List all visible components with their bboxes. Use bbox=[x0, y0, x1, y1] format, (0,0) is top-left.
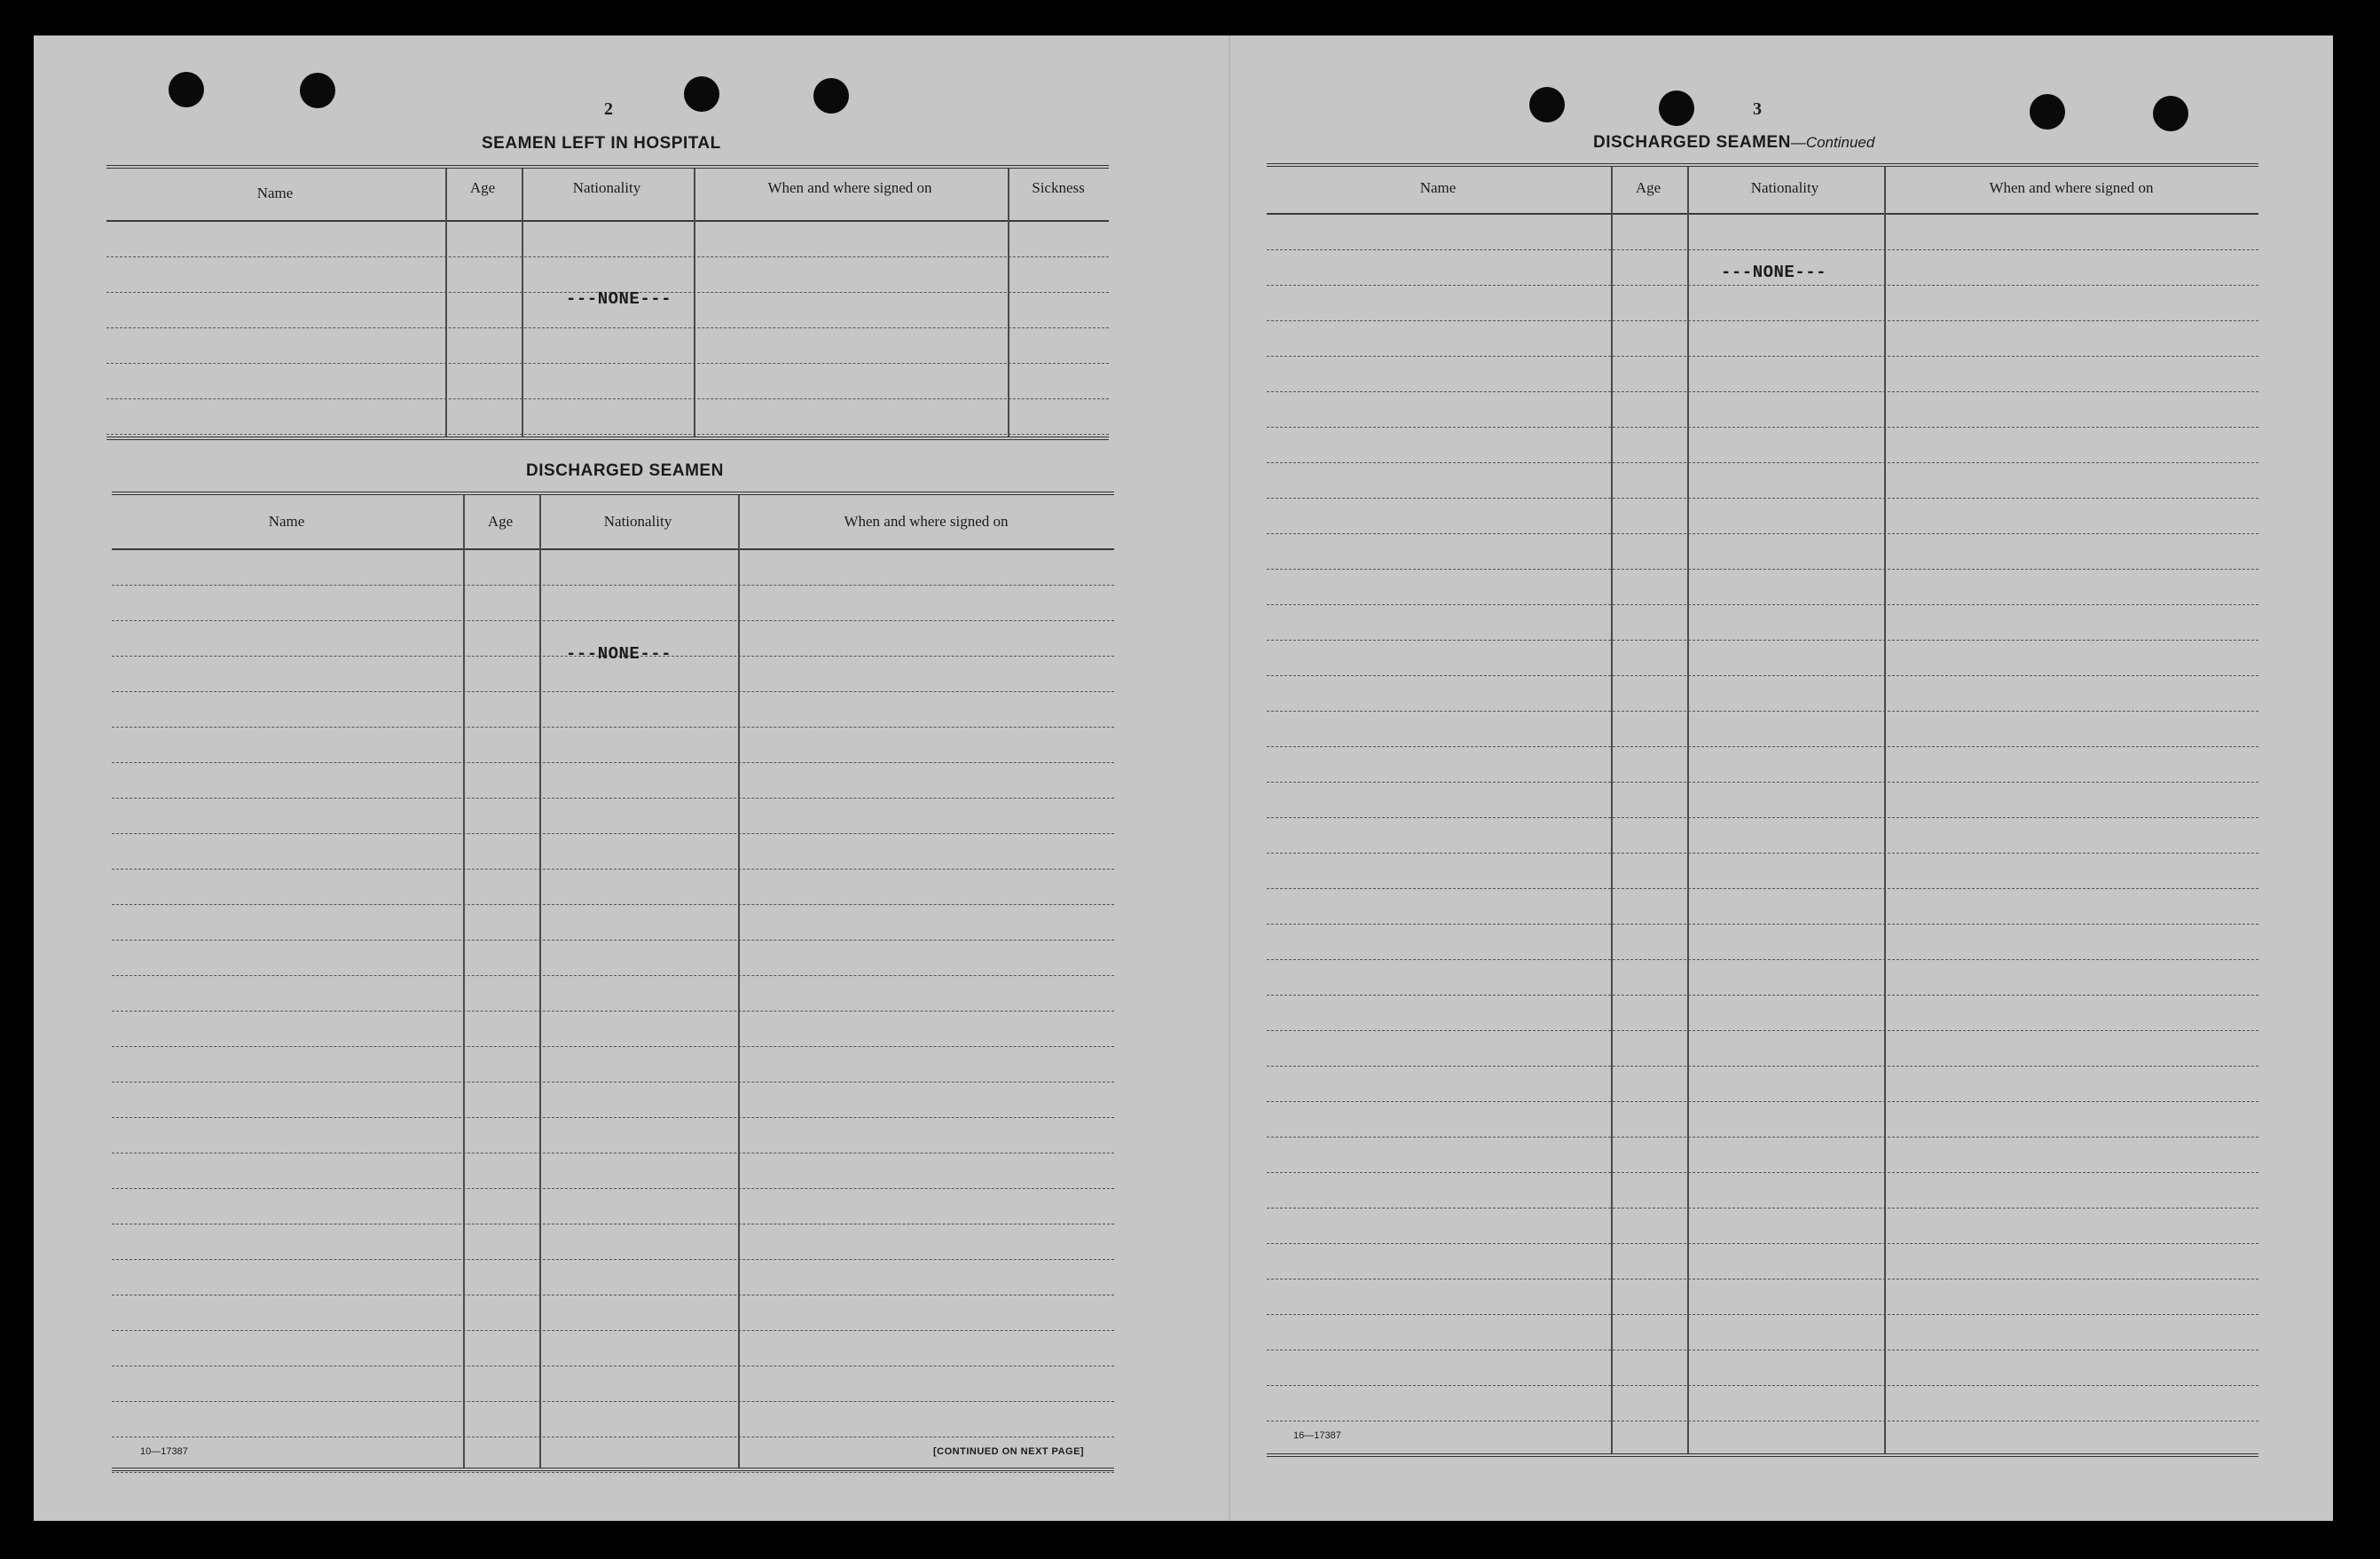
table-row bbox=[112, 941, 1114, 976]
table-row bbox=[112, 1118, 1114, 1154]
column-header-nationality: Nationality bbox=[603, 513, 672, 530]
hospital-section-title: SEAMEN LEFT IN HOSPITAL bbox=[482, 134, 721, 153]
column-header-when-where: When and where signed on bbox=[1989, 179, 2154, 196]
discharged-continued-rows bbox=[1267, 215, 2258, 1457]
table-row bbox=[1267, 712, 2258, 747]
table-row bbox=[112, 1331, 1114, 1366]
table-row bbox=[112, 1366, 1114, 1402]
table-row bbox=[1267, 1421, 2258, 1457]
table-row bbox=[1267, 215, 2258, 250]
table-row bbox=[1267, 321, 2258, 357]
form-number: 10—17387 bbox=[140, 1446, 188, 1457]
column-header-name: Name bbox=[268, 513, 305, 530]
column-header-name: Name bbox=[256, 185, 294, 201]
table-row bbox=[1267, 1031, 2258, 1067]
table-row bbox=[1267, 428, 2258, 463]
table-row bbox=[112, 586, 1114, 621]
column-header-age: Age bbox=[469, 179, 496, 196]
table-row bbox=[1267, 676, 2258, 712]
table-row bbox=[1267, 1173, 2258, 1209]
table-row bbox=[1267, 286, 2258, 321]
table-row bbox=[112, 728, 1114, 763]
table-row bbox=[1267, 534, 2258, 570]
table-row bbox=[1267, 641, 2258, 676]
hospital-none-entry: ---NONE--- bbox=[566, 289, 672, 309]
punch-hole bbox=[2153, 96, 2188, 131]
table-row bbox=[112, 799, 1114, 834]
table-row bbox=[1267, 783, 2258, 818]
table-row bbox=[112, 763, 1114, 799]
column-header-sickness: Sickness bbox=[1032, 179, 1085, 196]
page-fold bbox=[1229, 35, 1230, 1521]
table-row bbox=[106, 222, 1109, 257]
table-row bbox=[112, 1154, 1114, 1189]
table-row bbox=[1267, 1138, 2258, 1173]
column-header-when-where: When and where signed on bbox=[844, 513, 1009, 530]
table-row bbox=[112, 1189, 1114, 1224]
table-row bbox=[112, 1295, 1114, 1331]
column-header-nationality: Nationality bbox=[572, 179, 641, 196]
discharged-rows bbox=[112, 550, 1114, 1473]
document-sheet bbox=[34, 35, 2333, 1521]
discharged-table bbox=[112, 492, 1114, 1480]
punch-hole bbox=[1529, 87, 1565, 122]
punch-hole bbox=[169, 72, 204, 107]
table-row bbox=[106, 328, 1109, 364]
table-row bbox=[112, 1402, 1114, 1437]
table-row bbox=[1267, 605, 2258, 641]
punch-hole bbox=[684, 76, 719, 112]
hospital-table bbox=[106, 165, 1109, 442]
table-row bbox=[112, 834, 1114, 870]
punch-hole bbox=[2030, 94, 2065, 130]
table-row bbox=[1267, 392, 2258, 428]
table-row bbox=[112, 870, 1114, 905]
table-row bbox=[106, 257, 1109, 293]
table-row bbox=[1267, 1315, 2258, 1350]
table-row bbox=[112, 1012, 1114, 1047]
table-row bbox=[106, 364, 1109, 399]
table-row bbox=[1267, 357, 2258, 392]
table-row bbox=[1267, 747, 2258, 783]
column-header-age: Age bbox=[1635, 179, 1661, 196]
page-number: 3 bbox=[1753, 99, 1762, 119]
table-row bbox=[112, 1047, 1114, 1083]
table-row bbox=[112, 1224, 1114, 1260]
table-row bbox=[1267, 463, 2258, 499]
discharged-continued-title bbox=[1593, 133, 1874, 153]
punch-hole bbox=[300, 73, 335, 108]
table-row bbox=[112, 692, 1114, 728]
column-header-nationality: Nationality bbox=[1750, 179, 1819, 196]
title-suffix: —Continued bbox=[1790, 134, 1875, 151]
table-row bbox=[1267, 889, 2258, 925]
table-row bbox=[1267, 1102, 2258, 1138]
table-row bbox=[1267, 854, 2258, 889]
table-row bbox=[1267, 1350, 2258, 1386]
discharged-none-entry: ---NONE--- bbox=[566, 644, 672, 664]
table-row bbox=[112, 550, 1114, 586]
table-row bbox=[1267, 925, 2258, 960]
column-header-name: Name bbox=[1419, 179, 1457, 196]
column-header-when-where: When and where signed on bbox=[767, 179, 932, 196]
table-row bbox=[106, 399, 1109, 435]
punch-hole bbox=[1659, 91, 1694, 126]
table-row bbox=[1267, 1067, 2258, 1102]
table-row bbox=[1267, 1209, 2258, 1244]
discharged-continued-table bbox=[1267, 163, 2258, 1459]
table-row bbox=[1267, 996, 2258, 1031]
punch-hole bbox=[813, 78, 849, 114]
table-row bbox=[112, 1260, 1114, 1295]
table-row bbox=[1267, 570, 2258, 605]
discharged-section-title: DISCHARGED SEAMEN bbox=[526, 461, 724, 480]
hospital-rows bbox=[106, 222, 1109, 435]
table-row bbox=[1267, 1279, 2258, 1315]
table-row bbox=[1267, 818, 2258, 854]
title-text: DISCHARGED SEAMEN bbox=[1593, 133, 1791, 152]
table-row bbox=[1267, 960, 2258, 996]
continued-note: [CONTINUED ON NEXT PAGE] bbox=[933, 1446, 1085, 1457]
table-row bbox=[112, 976, 1114, 1012]
table-row bbox=[112, 1083, 1114, 1118]
table-row bbox=[1267, 1244, 2258, 1279]
form-number: 16—17387 bbox=[1293, 1430, 1341, 1441]
column-header-age: Age bbox=[487, 513, 514, 530]
table-row bbox=[112, 905, 1114, 941]
table-row bbox=[1267, 1386, 2258, 1421]
discharged-continued-none-entry: ---NONE--- bbox=[1721, 263, 1827, 282]
table-row bbox=[1267, 499, 2258, 534]
page-number: 2 bbox=[604, 99, 613, 119]
